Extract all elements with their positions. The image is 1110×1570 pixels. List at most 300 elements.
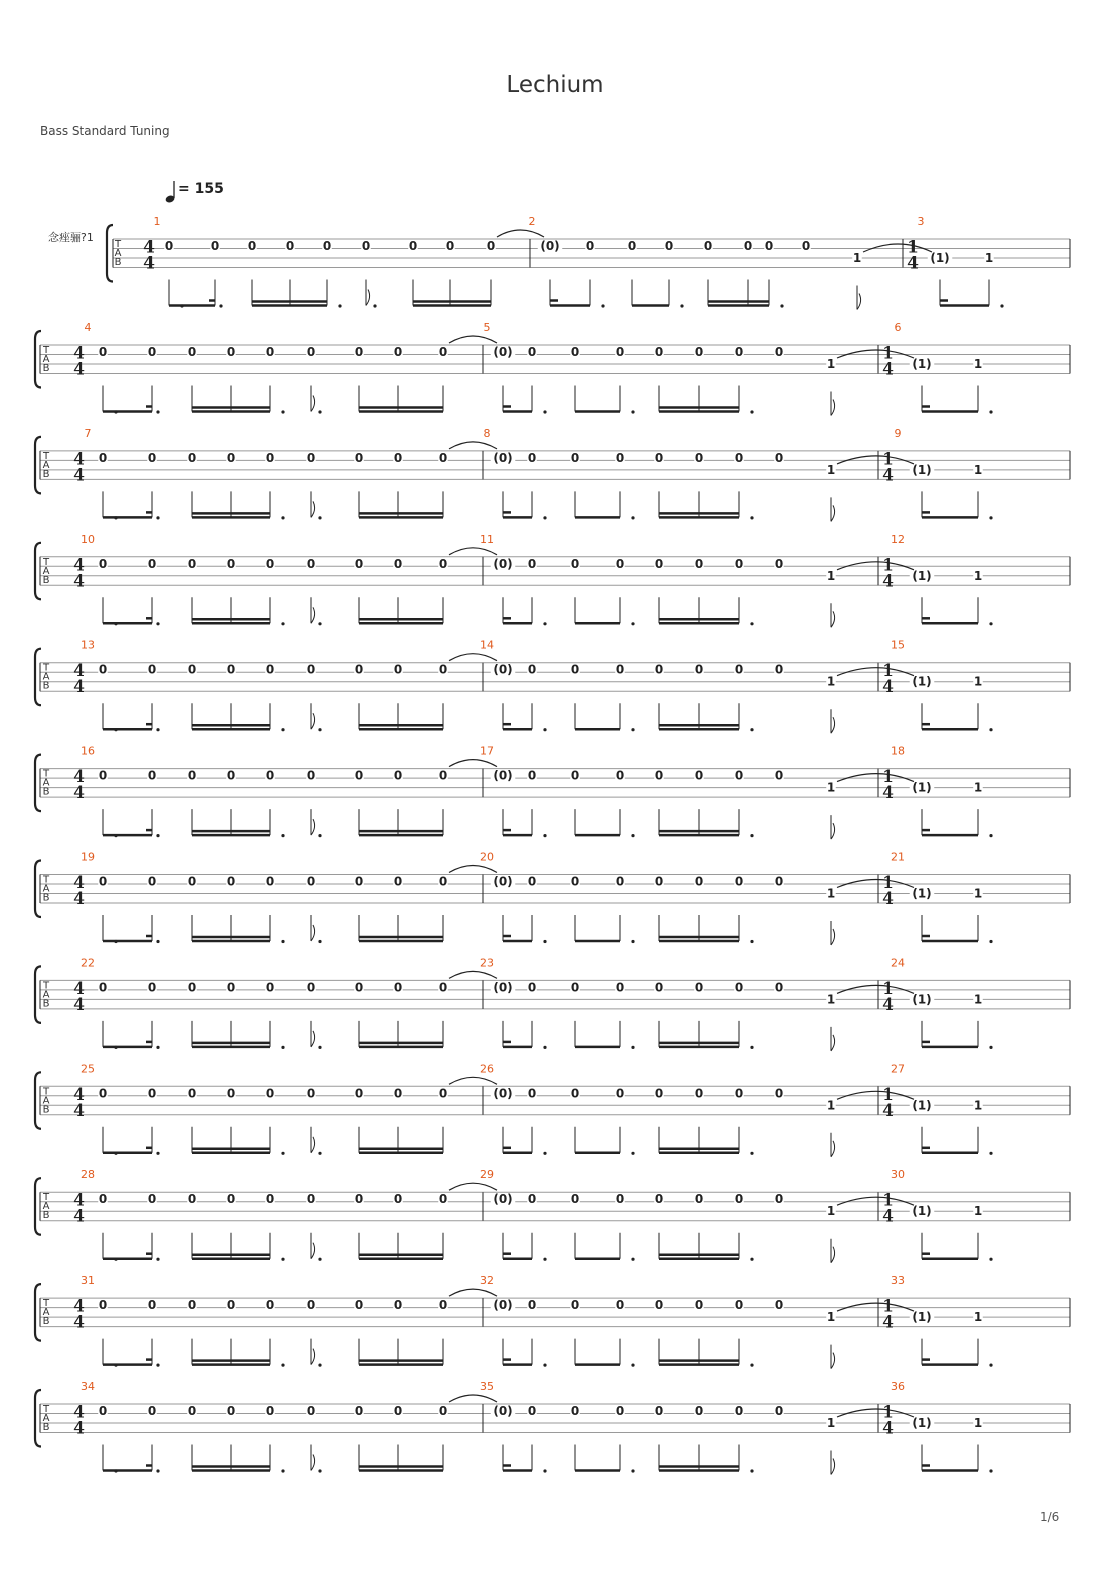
fret-number: 0	[98, 662, 108, 677]
fret-number: 0	[187, 980, 197, 995]
measure-number: 6	[894, 321, 902, 334]
fret-number: 0	[226, 1086, 236, 1101]
rhythm-dot	[219, 304, 222, 307]
tab-clef-letter: A	[42, 1413, 50, 1424]
fret-number: 0	[354, 450, 364, 465]
fret-number: 0	[187, 768, 197, 783]
measure-number: 15	[891, 638, 905, 652]
rhythm-dot	[318, 1152, 321, 1155]
rhythm-dot	[318, 410, 321, 413]
rhythm-dot	[631, 1046, 634, 1049]
fret-number: 0	[774, 1192, 784, 1207]
measure-number: 25	[81, 1062, 95, 1076]
tab-clef-letter: A	[114, 248, 122, 259]
fret-number: 0	[615, 1298, 625, 1313]
fret-number: 0	[570, 874, 580, 889]
fret-number: 1	[973, 1204, 983, 1219]
fret-number: 0	[615, 345, 625, 359]
time-signature-top: 1	[882, 1084, 894, 1105]
fret-number: 0	[570, 1192, 580, 1207]
tab-clef-letter: B	[42, 1210, 50, 1222]
fret-number: 0	[570, 1086, 580, 1101]
fret-number: 0	[527, 980, 537, 995]
tie	[449, 442, 497, 449]
fret-number: 1	[826, 1204, 836, 1219]
fret-number: 0	[226, 556, 236, 571]
rhythm-dot	[989, 1152, 992, 1155]
fret-number: 0	[187, 345, 197, 359]
fret-number: 0	[393, 1404, 403, 1418]
fret-number: 0	[774, 1404, 784, 1418]
fret-number: 0	[265, 1192, 275, 1207]
measure-number: 23	[480, 956, 494, 970]
fret-number: 0	[527, 1086, 537, 1101]
tab-clef-letter: A	[42, 1307, 50, 1319]
fret-number: 0	[654, 980, 664, 995]
page-number: 1/6	[1040, 1510, 1060, 1524]
time-signature-bottom: 4	[143, 253, 155, 274]
tie	[449, 548, 497, 555]
measure-number: 31	[81, 1274, 95, 1288]
fret-number: 0	[615, 450, 625, 465]
fret-number: 0	[801, 239, 811, 253]
rhythm-dot	[989, 516, 992, 519]
fret-number: 0	[438, 450, 448, 465]
rhythm-dot	[180, 304, 183, 307]
fret-number: 1	[973, 1416, 983, 1430]
time-signature-top: 1	[882, 1190, 894, 1211]
time-signature-bottom: 4	[882, 1206, 894, 1227]
rhythm-dot	[543, 410, 546, 413]
fret-number: 0	[147, 874, 157, 889]
rhythm-dot	[543, 834, 546, 837]
fret-number: 0	[734, 345, 744, 359]
fret-number: (1)	[930, 251, 950, 265]
rhythm-dot	[156, 1258, 159, 1261]
rhythm-dot	[750, 1152, 753, 1155]
fret-number: 0	[570, 345, 580, 359]
fret-number: 0	[98, 1404, 108, 1418]
time-signature-bottom: 4	[882, 1418, 894, 1439]
tab-system	[35, 639, 1070, 734]
fret-number: (0)	[493, 768, 513, 783]
fret-number: 0	[764, 239, 774, 253]
tie	[449, 760, 497, 767]
tab-clef-letter: A	[42, 459, 50, 471]
rhythm-dot	[989, 622, 992, 625]
fret-number: 0	[734, 1192, 744, 1207]
fret-number: (0)	[493, 1192, 513, 1207]
fret-number: 1	[973, 886, 983, 901]
tab-system	[35, 956, 1070, 1051]
fret-number: 0	[98, 874, 108, 889]
fret-number: 0	[265, 662, 275, 677]
rhythm-dot	[318, 1364, 321, 1367]
eighth-note-flag	[857, 286, 861, 310]
rhythm-dot	[631, 1152, 634, 1155]
measure-number: 19	[81, 850, 95, 864]
measure-number: 20	[480, 850, 494, 864]
fret-number: 0	[147, 1404, 157, 1418]
tab-clef-letter: A	[42, 777, 50, 789]
rhythm-dot	[281, 516, 284, 519]
fret-number: 0	[654, 345, 664, 359]
fret-number: 0	[774, 556, 784, 571]
tab-clef-letter: T	[42, 450, 50, 462]
rhythm-dot	[631, 410, 634, 413]
tab-clef-letter: T	[42, 1086, 50, 1098]
rhythm-dot	[750, 1046, 753, 1049]
fret-number: 0	[527, 768, 537, 783]
fret-number: 0	[486, 239, 496, 253]
fret-number: 0	[98, 980, 108, 995]
fret-number: 0	[615, 556, 625, 571]
fret-number: 0	[187, 556, 197, 571]
fret-number: 0	[438, 768, 448, 783]
time-signature-bottom: 4	[73, 1100, 85, 1121]
rhythm-dot	[281, 1152, 284, 1155]
fret-number: 0	[703, 239, 713, 253]
fret-number: 0	[147, 768, 157, 783]
measure-number: 1	[153, 215, 161, 228]
rhythm-dot	[750, 1258, 753, 1261]
fret-number: 0	[226, 980, 236, 995]
fret-number: 0	[393, 768, 403, 783]
fret-number: 0	[147, 450, 157, 465]
tempo-value: = 155	[178, 181, 224, 197]
time-signature-bottom: 4	[882, 1312, 894, 1333]
fret-number: 0	[615, 1086, 625, 1101]
fret-number: (1)	[912, 1310, 932, 1325]
rhythm-dot	[281, 410, 284, 413]
fret-number: 0	[527, 556, 537, 571]
eighth-note-flag	[831, 1451, 835, 1475]
fret-number: 0	[694, 662, 704, 677]
tab-clef-letter: T	[42, 980, 50, 992]
eighth-note-flag	[831, 921, 835, 945]
tab-clef-letter: T	[42, 556, 50, 568]
tab-clef-letter: B	[42, 1316, 50, 1328]
fret-number: 0	[354, 1404, 364, 1418]
tab-system	[35, 1380, 1070, 1475]
time-signature-bottom: 4	[73, 571, 85, 592]
tab-clef-letter: T	[42, 1298, 50, 1310]
rhythm-dot	[543, 728, 546, 731]
rhythm-dot	[114, 1364, 117, 1367]
tab-system	[35, 427, 1070, 522]
fret-number: 0	[664, 239, 674, 253]
rhythm-dot	[750, 940, 753, 943]
tab-clef-letter: A	[42, 354, 50, 365]
eighth-note-flag	[831, 603, 835, 627]
tie	[449, 1289, 497, 1296]
fret-number: 1	[826, 1310, 836, 1325]
fret-number: 0	[393, 874, 403, 889]
fret-number: 0	[226, 768, 236, 783]
tab-clef-letter: B	[42, 1104, 50, 1116]
fret-number: (1)	[912, 992, 932, 1007]
fret-number: 0	[187, 662, 197, 677]
time-signature-top: 4	[143, 237, 155, 258]
tab-clef-letter: B	[114, 257, 122, 268]
fret-number: 1	[973, 1098, 983, 1113]
tab-system	[35, 851, 1070, 946]
fret-number: 0	[393, 1086, 403, 1101]
fret-number: 0	[438, 1404, 448, 1418]
fret-number: 1	[973, 1310, 983, 1325]
tab-clef-letter: B	[42, 680, 50, 692]
rhythm-dot	[543, 1469, 546, 1472]
measure-number: 9	[894, 426, 902, 440]
measure-number: 10	[81, 532, 95, 546]
rhythm-dot	[989, 940, 992, 943]
fret-number: 0	[654, 1192, 664, 1207]
measure-number: 16	[81, 744, 95, 758]
tie	[449, 866, 497, 873]
time-signature-bottom: 4	[907, 253, 919, 274]
fret-number: 0	[615, 768, 625, 783]
measure-number: 4	[84, 321, 92, 334]
fret-number: 0	[734, 1298, 744, 1313]
fret-number: 0	[147, 345, 157, 359]
fret-number: 0	[393, 345, 403, 359]
rhythm-dot	[281, 1046, 284, 1049]
tie	[449, 1395, 497, 1402]
fret-number: 0	[306, 556, 316, 571]
rhythm-dot	[318, 834, 321, 837]
tab-system	[35, 1168, 1070, 1263]
fret-number: 0	[285, 239, 295, 253]
fret-number: 1	[852, 251, 862, 265]
fret-number: 0	[654, 1298, 664, 1313]
fret-number: 0	[734, 1086, 744, 1101]
time-signature-bottom: 4	[73, 465, 85, 486]
fret-number: 0	[438, 1298, 448, 1313]
fret-number: 0	[393, 556, 403, 571]
fret-number: 0	[694, 768, 704, 783]
tab-clef-letter: B	[42, 892, 50, 904]
fret-number: 0	[774, 345, 784, 359]
fret-number: 0	[438, 874, 448, 889]
track-name: 念痤骊?1	[48, 231, 94, 244]
fret-number: 0	[226, 345, 236, 359]
rhythm-dot	[156, 940, 159, 943]
measure-number: 30	[891, 1168, 905, 1182]
tab-clef-letter: A	[42, 1095, 50, 1107]
fret-number: 0	[654, 1404, 664, 1418]
fret-number: 0	[654, 450, 664, 465]
fret-number: 0	[734, 556, 744, 571]
time-signature-bottom: 4	[73, 783, 85, 804]
fret-number: (0)	[493, 345, 513, 359]
fret-number: 0	[774, 1086, 784, 1101]
eighth-note-flag	[311, 491, 315, 517]
fret-number: 0	[210, 239, 220, 253]
eighth-note-flag	[831, 709, 835, 733]
rhythm-dot	[281, 834, 284, 837]
rhythm-dot	[989, 1469, 992, 1472]
rhythm-dot	[543, 516, 546, 519]
eighth-note-flag	[311, 915, 315, 941]
fret-number: 0	[306, 1086, 316, 1101]
rhythm-dot	[543, 1046, 546, 1049]
fret-number: 0	[393, 1192, 403, 1207]
rhythm-dot	[631, 622, 634, 625]
fret-number: 0	[187, 874, 197, 889]
measure-number: 7	[84, 426, 92, 440]
eighth-note-flag	[831, 392, 835, 416]
measure-number: 24	[891, 956, 905, 970]
rhythm-dot	[156, 1152, 159, 1155]
measure-number: 11	[480, 532, 494, 546]
time-signature-bottom: 4	[73, 677, 85, 698]
fret-number: 0	[265, 874, 275, 889]
time-signature-bottom: 4	[882, 889, 894, 909]
time-signature-top: 4	[73, 873, 85, 893]
fret-number: 1	[826, 1098, 836, 1113]
system-bracket	[107, 225, 113, 282]
fret-number: 0	[98, 1086, 108, 1101]
tab-clef-letter: B	[42, 786, 50, 798]
time-signature-top: 4	[73, 978, 85, 999]
time-signature-bottom: 4	[73, 889, 85, 909]
fret-number: 0	[147, 662, 157, 677]
rhythm-dot	[601, 304, 604, 307]
fret-number: (1)	[912, 780, 932, 795]
measure-number: 12	[891, 532, 905, 546]
rhythm-dot	[543, 1364, 546, 1367]
fret-number: 0	[527, 874, 537, 889]
time-signature-top: 1	[882, 555, 894, 576]
tab-clef-letter: A	[42, 989, 50, 1001]
time-signature-bottom: 4	[73, 1418, 85, 1439]
time-signature-bottom: 4	[882, 359, 894, 380]
measure-number: 18	[891, 744, 905, 758]
fret-number: 0	[570, 662, 580, 677]
fret-number: 0	[694, 1192, 704, 1207]
fret-number: 0	[438, 1192, 448, 1207]
tie	[449, 1077, 497, 1084]
fret-number: 0	[694, 1298, 704, 1313]
time-signature-top: 1	[907, 237, 919, 258]
time-signature-top: 1	[882, 449, 894, 470]
fret-number: 0	[247, 239, 257, 253]
fret-number: 0	[354, 874, 364, 889]
fret-number: 0	[306, 345, 316, 359]
fret-number: 0	[570, 768, 580, 783]
fret-number: 0	[393, 980, 403, 995]
rhythm-dot	[114, 1046, 117, 1049]
fret-number: 0	[527, 450, 537, 465]
eighth-note-flag	[311, 1339, 315, 1365]
eighth-note-flag	[311, 809, 315, 835]
fret-number: 0	[570, 1298, 580, 1313]
tab-clef-letter: T	[42, 874, 50, 886]
fret-number: 0	[226, 1298, 236, 1313]
eighth-note-flag	[831, 1345, 835, 1369]
fret-number: 0	[147, 980, 157, 995]
fret-number: 0	[570, 980, 580, 995]
fret-number: 1	[826, 886, 836, 901]
rhythm-dot	[281, 940, 284, 943]
fret-number: 1	[984, 251, 994, 265]
measure-number: 17	[480, 744, 494, 758]
fret-number: 1	[826, 1416, 836, 1430]
fret-number: 0	[306, 662, 316, 677]
fret-number: 0	[187, 1086, 197, 1101]
rhythm-dot	[750, 728, 753, 731]
song-title: Lechium	[506, 72, 604, 98]
fret-number: 0	[445, 239, 455, 253]
fret-number: 0	[306, 874, 316, 889]
measure-number: 5	[483, 321, 491, 334]
time-signature-top: 4	[73, 767, 85, 788]
fret-number: 0	[734, 768, 744, 783]
rhythm-dot	[281, 1469, 284, 1472]
fret-number: 1	[973, 568, 983, 583]
measure-number: 27	[891, 1062, 905, 1076]
tab-clef-letter: T	[42, 662, 50, 674]
fret-number: (1)	[912, 357, 932, 371]
fret-number: 0	[570, 450, 580, 465]
tab-clef-letter: A	[42, 1201, 50, 1213]
measure-number: 32	[480, 1274, 494, 1288]
fret-number: (1)	[912, 1098, 932, 1113]
fret-number: 0	[354, 768, 364, 783]
fret-number: 0	[98, 1298, 108, 1313]
time-signature-top: 4	[73, 555, 85, 576]
fret-number: 0	[354, 1086, 364, 1101]
fret-number: 0	[615, 980, 625, 995]
rhythm-dot	[114, 728, 117, 731]
fret-number: 0	[734, 450, 744, 465]
fret-number: 0	[265, 1086, 275, 1101]
fret-number: 0	[694, 1404, 704, 1418]
fret-number: 1	[973, 780, 983, 795]
fret-number: 0	[306, 1298, 316, 1313]
fret-number: 0	[743, 239, 753, 253]
time-signature-bottom: 4	[73, 994, 85, 1015]
time-signature-bottom: 4	[882, 465, 894, 486]
tab-system	[35, 1274, 1070, 1369]
fret-number: 0	[615, 1192, 625, 1207]
fret-number: 0	[774, 768, 784, 783]
measure-number: 35	[480, 1380, 494, 1393]
rhythm-dot	[631, 728, 634, 731]
time-signature-top: 1	[882, 767, 894, 788]
eighth-note-flag	[831, 1239, 835, 1263]
rhythm-dot	[543, 622, 546, 625]
fret-number: 1	[973, 992, 983, 1007]
measure-number: 33	[891, 1274, 905, 1288]
rhythm-dot	[114, 410, 117, 413]
fret-number: 1	[826, 462, 836, 477]
tie	[449, 336, 497, 343]
tab-clef-letter: T	[42, 345, 50, 356]
tab-clef-letter: T	[42, 1192, 50, 1204]
fret-number: 0	[393, 1298, 403, 1313]
measure-number: 22	[81, 956, 95, 970]
tab-system	[35, 745, 1070, 840]
tie	[449, 971, 497, 978]
time-signature-bottom: 4	[882, 783, 894, 804]
rhythm-dot	[156, 1364, 159, 1367]
fret-number: 0	[438, 345, 448, 359]
rhythm-dot	[114, 940, 117, 943]
fret-number: 0	[734, 662, 744, 677]
fret-number: (0)	[493, 980, 513, 995]
rhythm-dot	[543, 940, 546, 943]
